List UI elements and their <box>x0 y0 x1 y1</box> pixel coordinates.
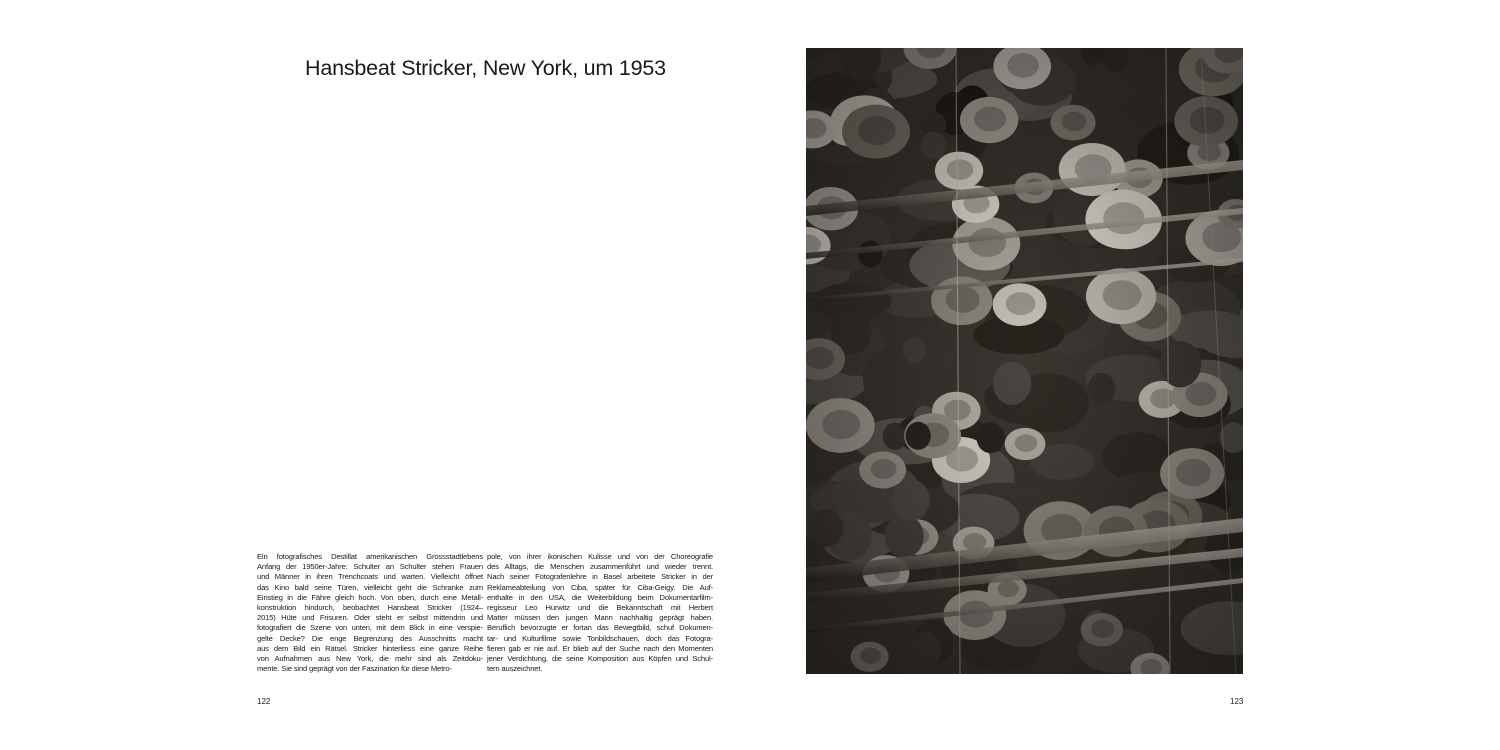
text-line: Matter müssen den jungen Mann nachhaltig geprägt haben. <box>487 613 713 623</box>
text-line: Nach seiner Fotografenlehre in Basel arbeitete Stricker in der <box>487 572 713 582</box>
text-line: Reklameabteilung von Ciba, später für Ciba-Geigy. Die Auf- <box>487 582 713 592</box>
page-number-left: 122 <box>257 697 271 706</box>
text-line: tar- und Kulturfilme sowie Tonbildschauen, doch das Fotogra- <box>487 633 713 643</box>
text-line: und Männer in ihren Trenchcoats und warten. Vielleicht öffnet <box>257 572 483 582</box>
text-line: konstruktion hindurch, beobachtet Hansbeat Stricker (1924– <box>257 603 483 613</box>
text-line: des Alltags, die Menschen zusammenführt und wieder trennt. <box>487 562 713 572</box>
page-title: Hansbeat Stricker, New York, um 1953 <box>305 56 666 81</box>
page-number-right: 123 <box>1230 697 1244 706</box>
text-line: von Aufnahmen aus New York, die mehr sind als Zeitdoku- <box>257 654 483 664</box>
text-line: Einstieg in die Fähre gleich hoch. Von oben, durch eine Metall- <box>257 592 483 602</box>
text-line: regisseur Leo Hurwitz und die Bekanntschaft mit Herbert <box>487 603 713 613</box>
body-text-right-column <box>487 552 713 674</box>
text-line: enthalte in den USA, die Weiterbildung beim Dokumentarfilm- <box>487 592 713 602</box>
text-line: 2015) Hüte und Frisuren. Oder steht er selbst mittendrin und <box>257 613 483 623</box>
text-line: fieren gab er nie auf. Er blieb auf der Suche nach den Momenten <box>487 643 713 653</box>
body-text-left-column <box>257 552 483 674</box>
text-line: gelte Decke? Die enge Begrenzung des Ausschnitts macht <box>257 633 483 643</box>
text-line: mente. Sie sind geprägt von der Faszination für diese Metro- <box>257 664 452 674</box>
text-line: Beruflich bevorzugte er fortan das Bewegtbild, schuf Dokumen- <box>487 623 713 633</box>
text-line: das Kino bald seine Türen, vielleicht geht die Schranke zum <box>257 582 483 592</box>
text-line: Anfang der 1950er-Jahre: Schulter an Schulter stehen Frauen <box>257 562 483 572</box>
text-line: tern auszeichnet. <box>487 664 543 674</box>
text-line: pole, von ihrer ikonischen Kulisse und von der Choreografie <box>487 552 713 561</box>
text-line: Ein fotografisches Destillat amerikanischen Grossstadtlebens <box>257 552 483 561</box>
text-line: fotografiert die Szene von unten, mit dem Blick in eine verspie- <box>257 623 483 633</box>
text-line: aus dem Bild ein Rätsel. Stricker hinterliess eine ganze Reihe <box>257 643 483 653</box>
crowd-photograph <box>806 48 1243 674</box>
text-line: jener Verdichtung, die seine Komposition aus Köpfen und Schul- <box>487 654 713 664</box>
